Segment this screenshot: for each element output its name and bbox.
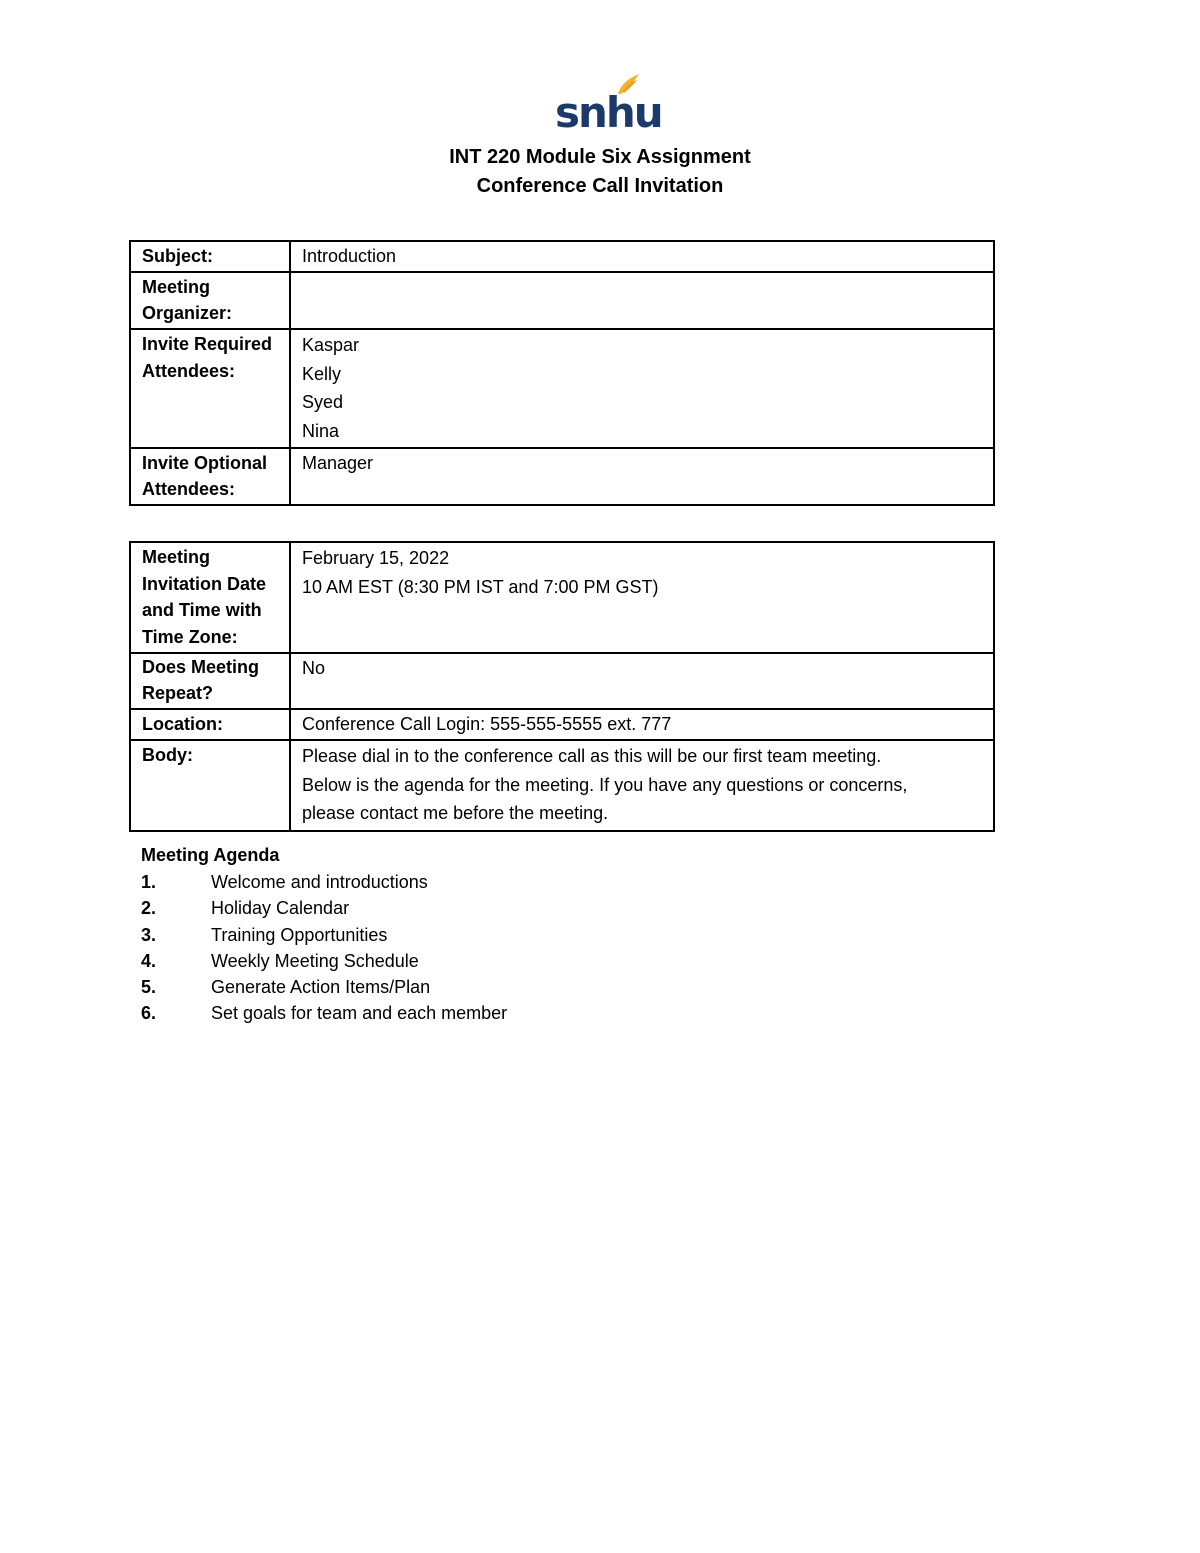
snhu-logo — [553, 72, 662, 137]
datetime-value — [290, 542, 994, 653]
required-attendees-label: Invite Required Attendees: — [130, 329, 290, 448]
location-value: Conference Call Login: 555-555-5555 ext. 777 — [290, 709, 994, 740]
optional-attendees-row — [130, 448, 994, 505]
repeat-row — [130, 653, 994, 709]
body-line: Below is the agenda for the meeting. If you have any questions or concerns, — [302, 774, 908, 795]
repeat-label: Does Meeting Repeat? — [130, 653, 290, 709]
agenda-item — [141, 974, 431, 1000]
organizer-row — [130, 272, 994, 329]
subject-value: Introduction — [290, 241, 994, 272]
agenda-item-number: 6. — [141, 1003, 157, 1024]
agenda-item-number: 2. — [141, 898, 157, 919]
location-label: Location: — [130, 709, 290, 740]
agenda-item-text: Training Opportunities — [211, 924, 388, 945]
required-attendees-value — [290, 329, 994, 448]
repeat-value: No — [290, 653, 994, 709]
location-row — [130, 709, 994, 740]
page-subtitle: Conference Call Invitation — [476, 175, 724, 197]
invitation-details-table — [129, 240, 995, 506]
agenda-item — [141, 922, 388, 948]
logo-wordmark: snhu — [555, 88, 662, 137]
agenda-item-text: Weekly Meeting Schedule — [211, 950, 419, 971]
optional-attendees-label: Invite Optional Attendees: — [130, 448, 290, 505]
subject-label: Subject: — [130, 241, 290, 272]
attendee-name: Nina — [302, 420, 340, 441]
agenda-item-number: 4. — [141, 950, 157, 971]
attendee-name: Kelly — [302, 363, 342, 384]
page-title: INT 220 Module Six Assignment — [449, 146, 751, 168]
agenda-item-number: 5. — [141, 977, 157, 998]
attendee-name: Syed — [302, 392, 344, 412]
organizer-label: Meeting Organizer: — [130, 272, 290, 329]
meeting-time: 10 AM EST (8:30 PM IST and 7:00 PM GST) — [302, 576, 659, 597]
required-attendees-row — [130, 329, 994, 448]
agenda-item — [141, 1000, 508, 1026]
agenda-item-text: Welcome and introductions — [211, 872, 428, 892]
agenda-item-text: Generate Action Items/Plan — [211, 977, 431, 998]
organizer-value — [290, 272, 994, 329]
agenda-item-text: Set goals for team and each member — [211, 1003, 508, 1024]
meeting-details-table — [129, 541, 995, 832]
agenda-item — [141, 869, 428, 895]
agenda-title: Meeting Agenda — [141, 845, 280, 865]
meeting-date: February 15, 2022 — [302, 548, 450, 568]
agenda-item — [141, 948, 419, 974]
optional-attendees-value: Manager — [290, 448, 994, 505]
datetime-label: Meeting Invitation Date and Time with Time Zone: — [130, 542, 290, 653]
datetime-row — [130, 542, 994, 653]
meeting-agenda — [141, 842, 508, 1027]
body-line: Please dial in to the conference call as this will be our first team meeting. — [302, 746, 882, 766]
agenda-item — [141, 895, 350, 921]
body-value — [290, 740, 994, 831]
agenda-item-text: Holiday Calendar — [211, 898, 350, 919]
body-label: Body: — [130, 740, 290, 831]
attendee-name: Kaspar — [302, 335, 360, 355]
body-line: please contact me before the meeting. — [302, 803, 609, 823]
agenda-item-number: 1. — [141, 872, 157, 892]
body-row — [130, 740, 994, 831]
agenda-item-number: 3. — [141, 924, 157, 945]
subject-row — [130, 241, 994, 272]
